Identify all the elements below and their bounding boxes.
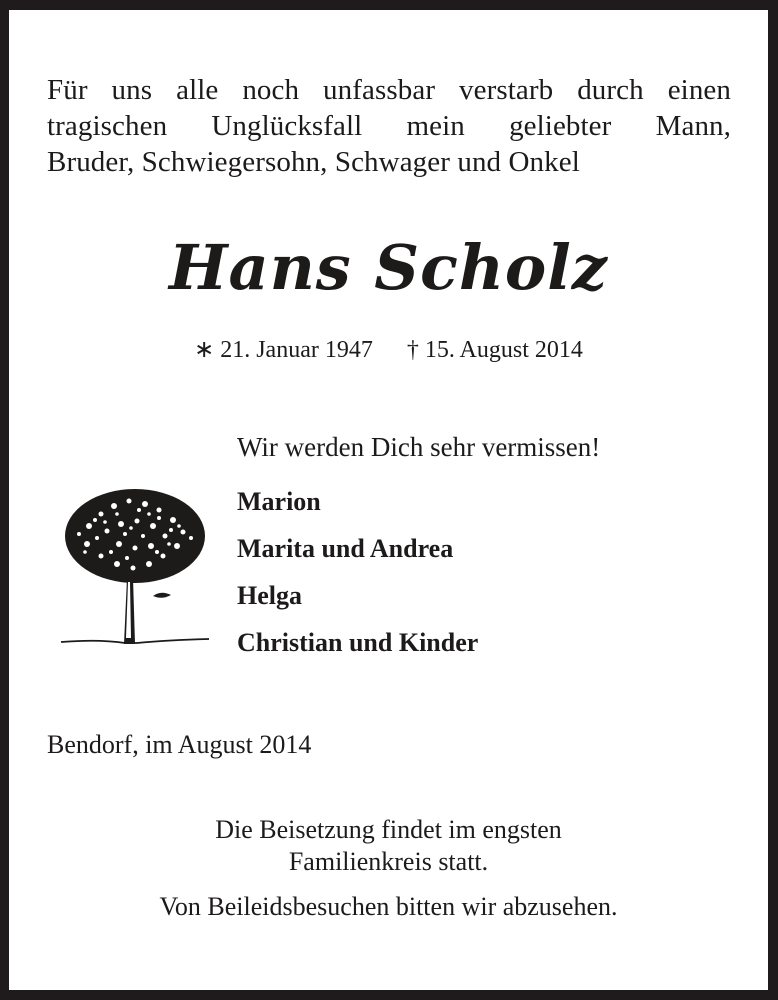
condolence-note: Von Beileidsbesuchen bitten wir abzusehen. bbox=[159, 892, 618, 921]
funeral-line: Die Beisetzung findet im engsten bbox=[215, 815, 562, 844]
funeral-notice bbox=[9, 814, 768, 923]
death-cross-icon: † bbox=[406, 337, 419, 363]
mourner-name: Helga bbox=[237, 581, 302, 610]
intro-text bbox=[47, 72, 731, 180]
death-date: 15. August 2014 bbox=[424, 337, 583, 363]
deceased-name: Hans Scholz bbox=[168, 231, 609, 304]
life-dates bbox=[9, 335, 768, 365]
intro-line: Bruder, Schwiegersohn, Schwager und Onkel bbox=[47, 146, 580, 178]
farewell-motto: Wir werden Dich sehr vermissen! bbox=[237, 432, 601, 462]
mourner-name: Christian und Kinder bbox=[237, 628, 479, 657]
tree-icon bbox=[59, 486, 211, 648]
mourner-name: Marion bbox=[237, 487, 321, 516]
mourner-name: Marita und Andrea bbox=[237, 534, 454, 563]
birth-star-icon: ∗ bbox=[194, 337, 215, 363]
obituary-notice bbox=[9, 10, 768, 990]
birth-date: 21. Januar 1947 bbox=[220, 337, 373, 363]
intro-line: Für uns alle noch unfassbar verstarb durch einen bbox=[47, 74, 731, 106]
intro-line: tragischen Unglücksfall mein geliebter Mann, bbox=[47, 110, 731, 142]
place-and-date: Bendorf, im August 2014 bbox=[47, 730, 312, 759]
funeral-line: Familienkreis statt. bbox=[288, 847, 489, 876]
mourners-block bbox=[237, 430, 737, 666]
